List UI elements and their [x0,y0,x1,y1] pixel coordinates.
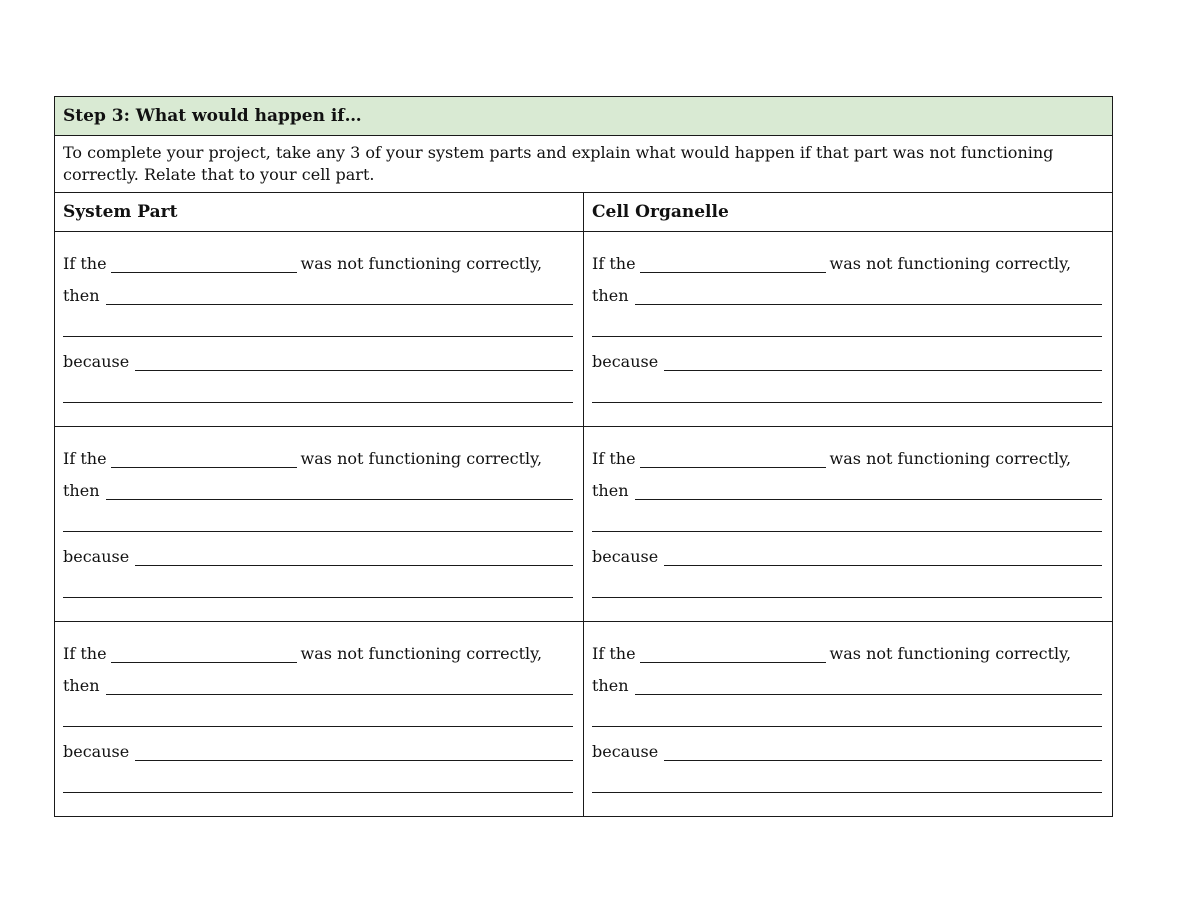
blank-then-continued[interactable] [63,318,573,337]
blank-then-continued[interactable] [592,318,1102,337]
was-not-label: was not functioning correctly, [829,449,1072,468]
worksheet-table [54,96,1113,817]
then-label: then [592,286,629,305]
blank-because-continued[interactable] [592,384,1102,403]
header-cell-organelle: Cell Organelle [584,193,1113,232]
instructions: To complete your project, take any 3 of your system parts and explain what would happen if that part was not functioning correctly. Relate that to your cell part. [55,136,1113,193]
was-not-label: was not functioning correctly, [300,254,543,273]
blank-cell-organelle[interactable] [640,644,826,663]
was-not-label: was not functioning correctly, [300,644,543,663]
was-not-label: was not functioning correctly, [300,449,543,468]
because-label: because [592,352,659,371]
blank-system-part[interactable] [111,449,297,468]
blank-then[interactable] [106,286,573,305]
blank-because-continued[interactable] [592,774,1102,793]
because-label: because [592,547,659,566]
blank-because-continued[interactable] [592,579,1102,598]
system-part-response-2[interactable] [55,427,584,622]
system-part-response-3[interactable] [55,622,584,817]
blank-because[interactable] [135,742,573,761]
because-label: because [63,547,130,566]
if-the-label: If the [63,449,107,468]
blank-because[interactable] [664,352,1102,371]
was-not-label: was not functioning correctly, [829,644,1072,663]
blank-then[interactable] [635,286,1102,305]
cell-organelle-response-2[interactable] [584,427,1113,622]
then-label: then [63,286,100,305]
if-the-label: If the [592,644,636,663]
blank-cell-organelle[interactable] [640,254,826,273]
blank-because-continued[interactable] [63,774,573,793]
cell-organelle-response-1[interactable] [584,232,1113,427]
step-title: Step 3: What would happen if… [55,97,1113,136]
because-label: because [63,742,130,761]
then-label: then [63,676,100,695]
header-system-part: System Part [55,193,584,232]
blank-then[interactable] [106,676,573,695]
if-the-label: If the [63,254,107,273]
blank-then[interactable] [635,676,1102,695]
if-the-label: If the [592,254,636,273]
blank-then-continued[interactable] [592,708,1102,727]
blank-because[interactable] [664,742,1102,761]
blank-because-continued[interactable] [63,579,573,598]
if-the-label: If the [592,449,636,468]
because-label: because [63,352,130,371]
cell-organelle-response-3[interactable] [584,622,1113,817]
blank-because[interactable] [135,547,573,566]
blank-then[interactable] [106,481,573,500]
blank-system-part[interactable] [111,644,297,663]
blank-then[interactable] [635,481,1102,500]
then-label: then [592,481,629,500]
system-part-response-1[interactable] [55,232,584,427]
blank-then-continued[interactable] [63,513,573,532]
blank-then-continued[interactable] [63,708,573,727]
blank-system-part[interactable] [111,254,297,273]
blank-then-continued[interactable] [592,513,1102,532]
blank-cell-organelle[interactable] [640,449,826,468]
blank-because[interactable] [664,547,1102,566]
because-label: because [592,742,659,761]
was-not-label: was not functioning correctly, [829,254,1072,273]
if-the-label: If the [63,644,107,663]
blank-because-continued[interactable] [63,384,573,403]
blank-because[interactable] [135,352,573,371]
then-label: then [592,676,629,695]
then-label: then [63,481,100,500]
